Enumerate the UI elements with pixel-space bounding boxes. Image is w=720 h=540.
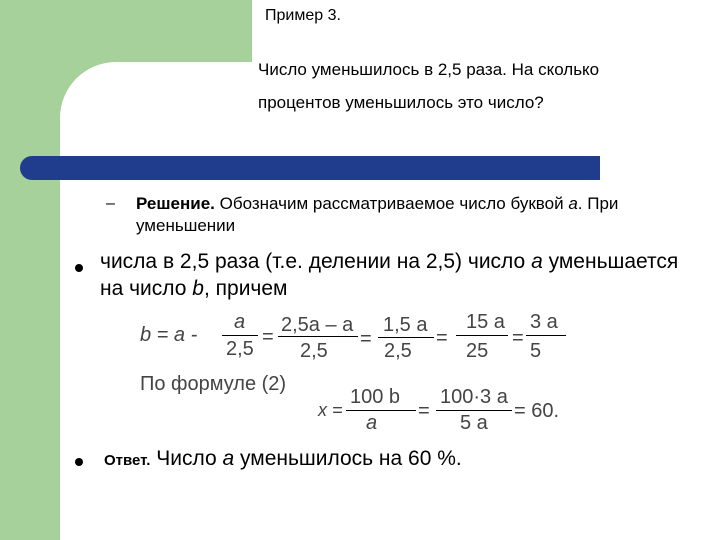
- answer-text-b: уменьшилось на 60 %.: [234, 447, 462, 470]
- formula1-f1-bar: [222, 335, 258, 336]
- formula2-g1-bar: [346, 410, 416, 411]
- formula1-eq3: =: [436, 327, 448, 349]
- formula2-lhs: x =: [318, 400, 343, 420]
- formula1-f3-num: 1,5 a: [383, 314, 428, 336]
- formula1-f3-den: 2,5: [384, 340, 412, 362]
- formula2-g2-bar: [436, 410, 512, 411]
- point1-text-a: числа в 2,5 раза (т.е. делении на 2,5) число: [100, 250, 532, 273]
- solution-text-a: Обозначим рассматриваемое число буквой: [214, 194, 569, 213]
- answer-var-a: а: [222, 447, 235, 470]
- point1-var-a: а: [531, 250, 543, 273]
- answer-label: Ответ.: [104, 452, 151, 469]
- formula1-f1-den: 2,5: [226, 338, 254, 360]
- slide-title: Пример 3.: [265, 7, 341, 24]
- question-line-1: Число уменьшилось в 2,5 раза. На сколько: [258, 60, 600, 79]
- decor-green-left: [0, 0, 60, 540]
- answer-text-a: Число: [150, 447, 223, 470]
- formula1-f3-bar: [378, 337, 434, 338]
- decor-green-top: [60, 0, 252, 62]
- bullet-answer: [75, 458, 83, 466]
- formula2-g1-den: a: [366, 412, 378, 434]
- formula2-result: = 60.: [514, 400, 560, 422]
- formula1-f2-num: 2,5a – a: [281, 314, 354, 336]
- solution-text: [136, 193, 716, 237]
- question-line-2: процентов уменьшилось это число?: [258, 93, 544, 112]
- formula1-f2-bar: [278, 336, 358, 337]
- point1-text-b: уменьшается на число: [100, 250, 679, 300]
- answer-text: [104, 447, 462, 471]
- formula1-f4-den: 25: [466, 340, 489, 362]
- formula1-lhs: b = a -: [140, 324, 198, 346]
- formula1-f5-bar: [526, 335, 566, 336]
- formula1-f2-den: 2,5: [300, 340, 328, 362]
- formula2-g2-num: 100·3 a: [440, 386, 508, 408]
- solution-var-a: a: [568, 194, 578, 213]
- formula1-eq2: =: [360, 328, 372, 350]
- formula2-eq1: =: [418, 400, 430, 422]
- solution-label: Решение.: [136, 194, 215, 213]
- formula1-eq1: =: [262, 326, 274, 348]
- formula2-g2-den: 5 a: [460, 412, 488, 434]
- formula1-eq4: =: [512, 327, 524, 349]
- point1-text-c: , причем: [203, 277, 288, 300]
- solution-dash: –: [106, 195, 115, 212]
- bullet-point-1: [75, 264, 83, 272]
- formula1-f5-num: 3 a: [530, 311, 558, 333]
- decor-blue-bar: [20, 156, 600, 180]
- point-1-text: [100, 248, 700, 302]
- formula1-f5-den: 5: [530, 340, 542, 362]
- formula-label: По формуле (2): [140, 373, 287, 395]
- formula1-f1-num: a: [234, 311, 246, 333]
- formula1-f4-bar: [456, 335, 508, 336]
- formula1-f4-num: 15 a: [466, 311, 505, 333]
- point1-var-b: b: [192, 277, 204, 300]
- solution-text-b: . При уменьшении: [136, 194, 619, 235]
- formula2-g1-num: 100 b: [350, 386, 401, 408]
